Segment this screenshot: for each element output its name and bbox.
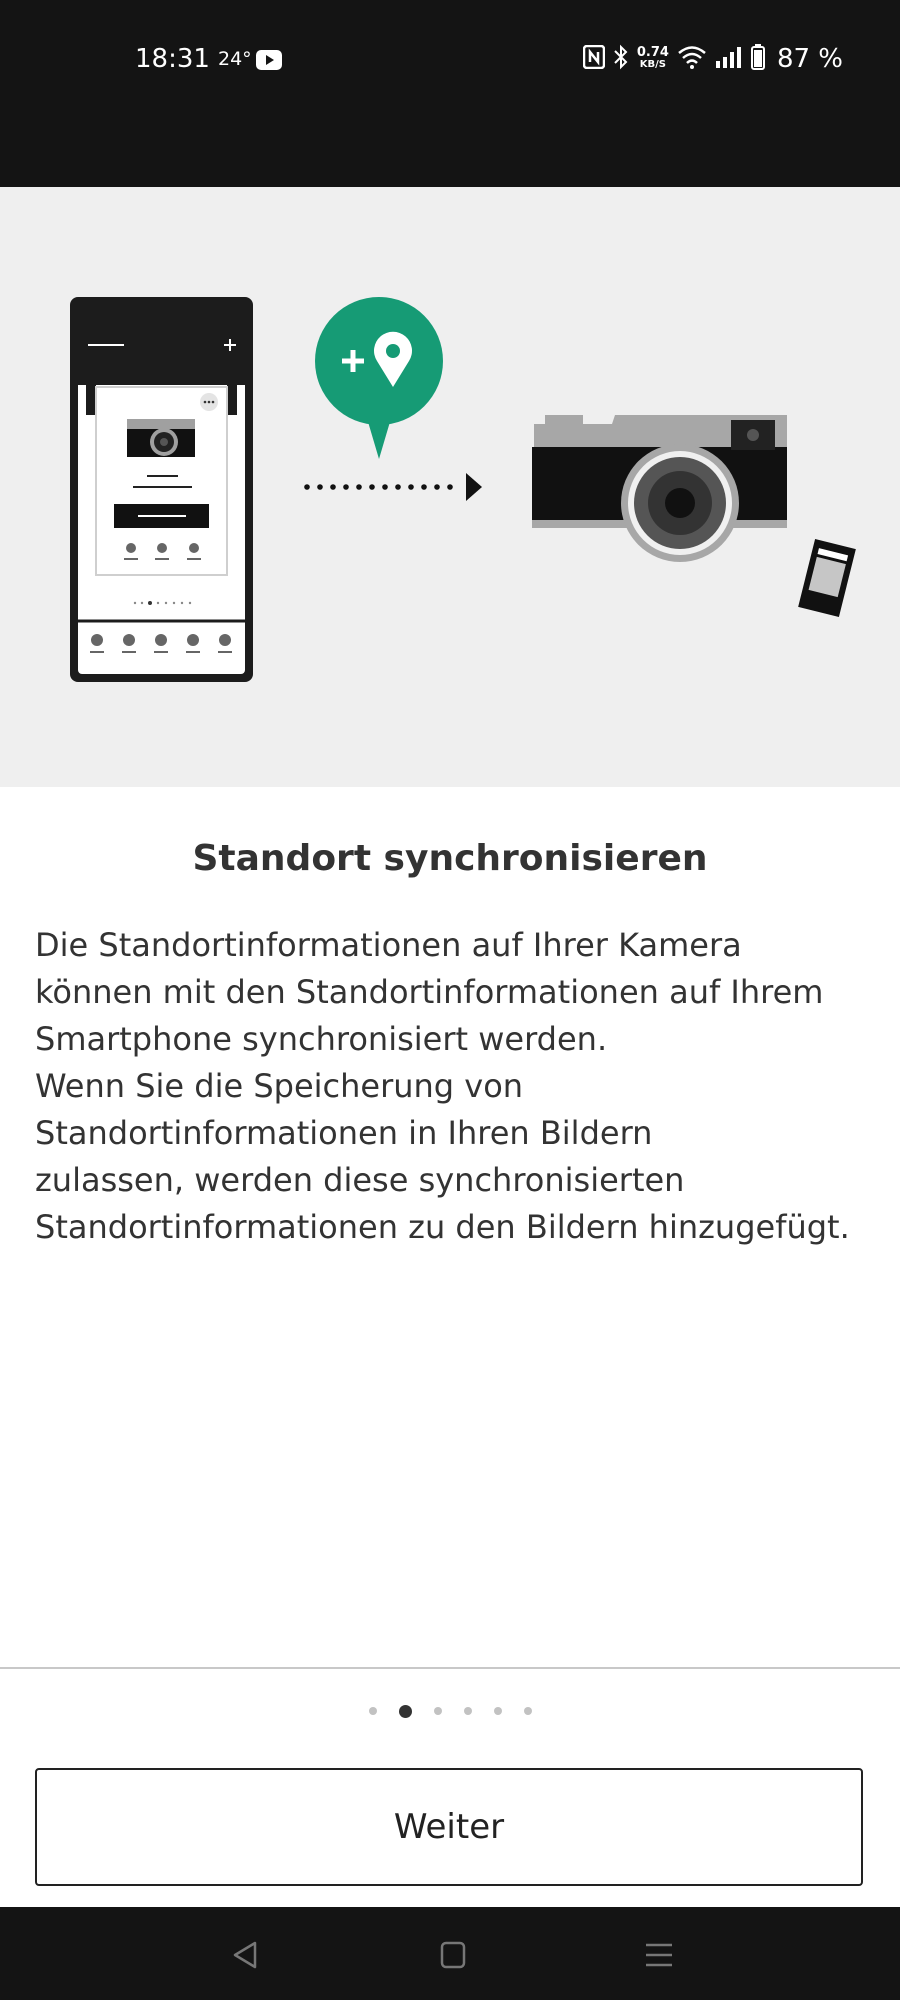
system-nav-bar — [0, 1907, 900, 2000]
network-speed — [637, 47, 669, 71]
onboarding-illustration — [0, 187, 900, 787]
status-temperature: 24° — [218, 48, 252, 70]
battery-icon — [751, 44, 765, 74]
description-text: Die Standortinformationen auf Ihrer Kamera können mit den Standortinformationen auf Ihrem Smartphone synchronisiert werden. Wenn Sie die Speicherung von Standortinformationen in Ihren Bildern zulassen, werden diese synchronisierten Standortinformationen zu den Bildern hinzugefügt. — [35, 926, 850, 1246]
phone-illustration — [70, 297, 253, 682]
battery-percentage: 87 % — [776, 44, 843, 74]
page-dot — [494, 1707, 502, 1715]
page-dot — [434, 1707, 442, 1715]
page-dot-active — [399, 1705, 412, 1718]
camera-illustration — [532, 415, 787, 562]
signal-icon — [715, 45, 743, 73]
network-speed-unit: KB/S — [639, 59, 667, 70]
page-indicator — [0, 1703, 900, 1719]
home-icon[interactable] — [432, 1937, 472, 1973]
youtube-icon — [256, 50, 282, 74]
sd-card-icon — [798, 539, 856, 617]
page-title: Standort synchronisieren — [192, 838, 708, 879]
sync-arrow — [304, 473, 482, 501]
status-bar — [0, 0, 900, 187]
divider — [0, 1667, 900, 1669]
network-speed-value: 0.74 — [636, 45, 669, 60]
wifi-icon — [677, 45, 707, 73]
bluetooth-icon — [613, 44, 629, 74]
next-button[interactable]: Weiter — [35, 1768, 863, 1886]
back-icon[interactable] — [225, 1937, 265, 1973]
recents-icon[interactable] — [639, 1937, 679, 1973]
location-add-icon — [315, 297, 443, 459]
page-dot — [464, 1707, 472, 1715]
page-dot — [524, 1707, 532, 1715]
status-time: 18:31 — [135, 44, 210, 74]
nfc-icon — [583, 45, 605, 73]
page-dot — [369, 1707, 377, 1715]
status-icons — [583, 44, 843, 74]
